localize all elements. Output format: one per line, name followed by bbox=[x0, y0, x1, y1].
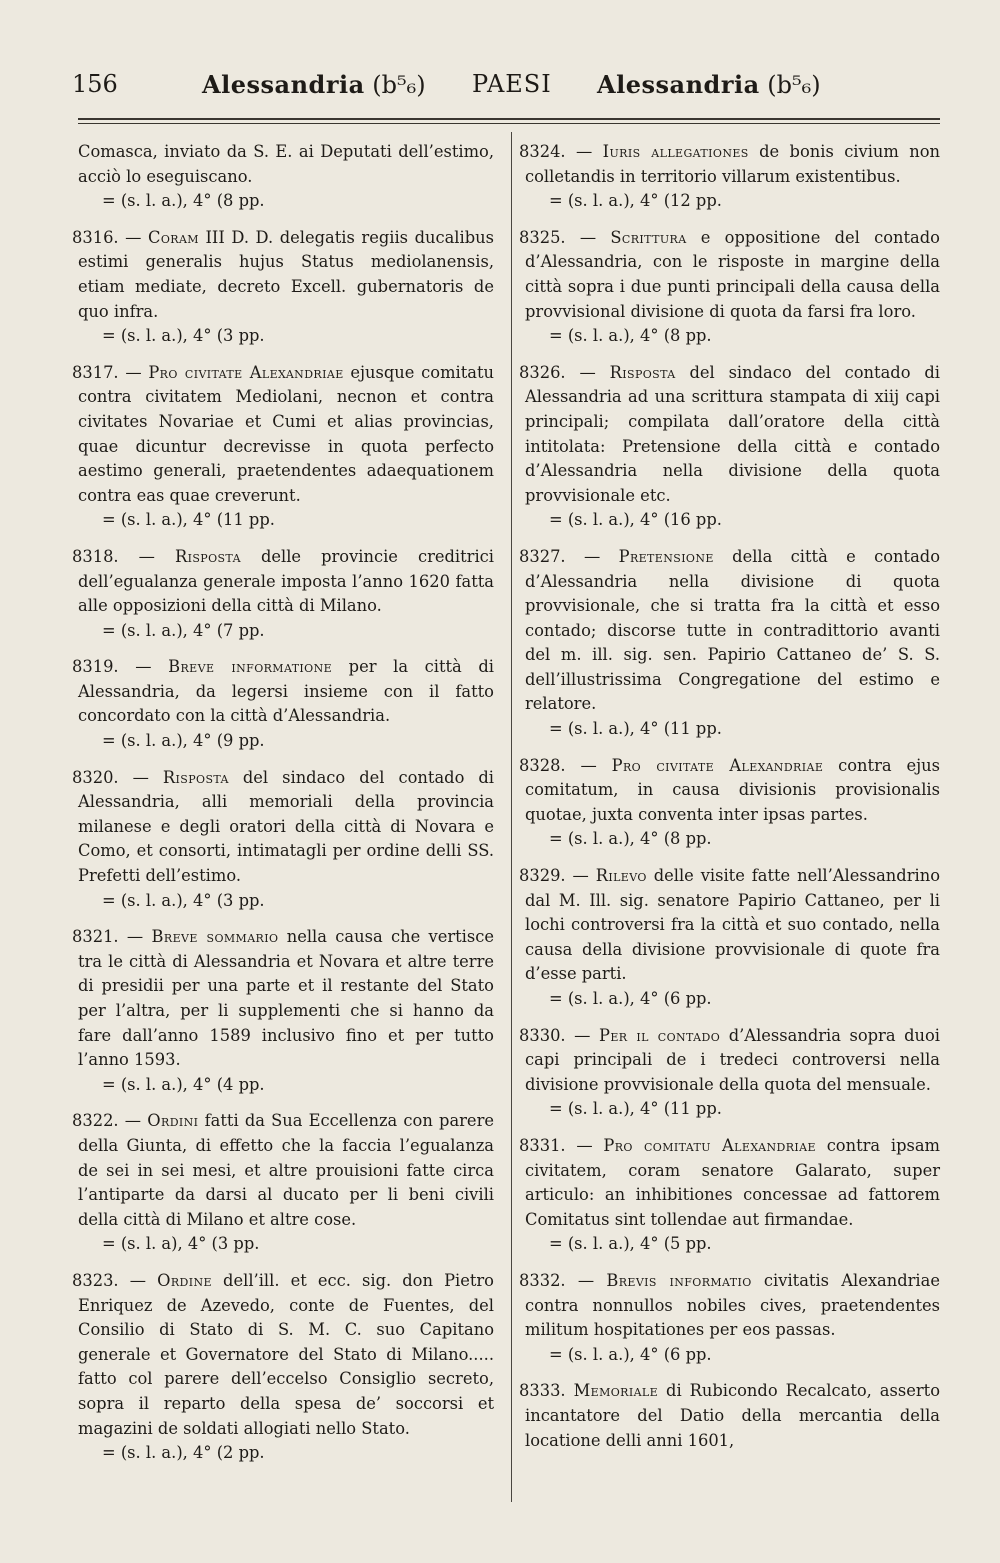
entry-imprint: = (s. l. a.), 4° (4 pp. bbox=[102, 1074, 265, 1094]
right-running-title bbox=[597, 70, 821, 99]
entry-text: fatti da Sua Eccellenza con parere della Giunta, di effetto che la faccia l’egualanza de sei in sei mesi, et altre prouisioni fatte circa l’antiparte da darsi al ducato per li beni civili della città di Milano et altre cose. bbox=[78, 1111, 494, 1229]
catalog-entry bbox=[519, 545, 941, 717]
entry-number: 8326. — bbox=[519, 362, 610, 382]
entry-number: 8317. — bbox=[72, 362, 149, 382]
catalog-entry bbox=[72, 545, 494, 619]
entry-number: 8322. — bbox=[72, 1111, 148, 1131]
entry-imprint: = (s. l. a.), 4° (7 pp. bbox=[102, 620, 265, 640]
entry-number: 8325. — bbox=[519, 227, 611, 247]
entry-text: contra ejus comitatum, in causa divisionis provisionalis quotae, juxta conventa inter ipsas partes. bbox=[525, 755, 940, 824]
entry-text: delle provincie creditrici dell’egualanza generale imposta l’anno 1620 fatta alle opposizioni della città di Milano. bbox=[78, 546, 494, 616]
entry-imprint: = (s. l. a.), 4° (6 pp. bbox=[549, 989, 712, 1008]
entry-imprint: = (s. l. a.), 4° (8 pp. bbox=[549, 326, 712, 346]
catalog-entry bbox=[72, 1109, 494, 1232]
entry-text: dell’ill. et ecc. sig. don Pietro Enriquez de Azevedo, conte de Fuentes, del Consilio di Stato di S. M. C. suo Capitano generale et Governatore del Stato di Milano..... fatto col parere dell’eccelso Consiglio secreto, sopra il reparto della spesa de’ soccorsi et magazini de soldati allogiati nello Stato. bbox=[78, 1270, 494, 1438]
entry-title: Pro civitate Alexandriae bbox=[611, 755, 824, 775]
catalog-entry bbox=[72, 361, 494, 509]
entry-imprint: = (s. l. a.), 4° (2 pp. bbox=[102, 1443, 265, 1463]
catalog-entry bbox=[519, 1269, 940, 1343]
page-number: 156 bbox=[72, 70, 118, 98]
entry-number: 8329. — bbox=[519, 866, 596, 886]
header-rule-thin bbox=[78, 123, 940, 124]
catalog-entry bbox=[519, 140, 941, 189]
entry-title: Iuris allegationes bbox=[602, 142, 749, 161]
right-title-text: Alessandria bbox=[597, 70, 760, 99]
column-divider bbox=[511, 132, 512, 1502]
entry-text: del sindaco del contado di Alessandria ad una scrittura stampata di xiij capi principali; compilata dall’oratore della città intitolata: Pretensione della città e contado d’Alessandria nella divisione della quota provvisionale etc. bbox=[525, 362, 940, 505]
entry-text: di Rubicondo Recalcato, asserto incantatore del Datio della mercantia della locatione delli anni 1601, bbox=[525, 1381, 940, 1450]
left-title-suffix: (b⁵₆) bbox=[372, 71, 426, 99]
entry-number: 8324. — bbox=[519, 142, 603, 161]
entry-text: contra ipsam civitatem, coram senatore Galarato, super articulo: an inhibitiones concessae ad fattorem Comitatus sint tollendae aut firmandae. bbox=[525, 1135, 940, 1229]
entry-text: delle visite fatte nell’Alessandrino dal M. Ill. sig. senatore Papirio Cattaneo, per li lochi controversi fra la città et suo contado, nella causa della divisione provvisionale di quote fra d’esse parti. bbox=[525, 866, 940, 984]
entry-number: 8333. bbox=[519, 1381, 574, 1401]
entry-title: Risposta bbox=[162, 767, 229, 787]
entry-title: Ordine bbox=[157, 1270, 212, 1290]
running-header bbox=[72, 70, 940, 110]
entry-imprint: = (s. l. a.), 4° (5 pp. bbox=[549, 1234, 712, 1254]
entry-text: civitatis Alexandriae contra nonnullos nobiles cives, praetendentes militum hospitationes per eos passas. bbox=[525, 1270, 940, 1340]
entry-title: Brevis informatio bbox=[606, 1270, 752, 1290]
entry-number: 8323. — bbox=[72, 1270, 158, 1290]
entry-title: Risposta bbox=[609, 362, 676, 382]
catalog-entry bbox=[519, 1134, 940, 1232]
entry-imprint: = (s. l. a.), 4° (8 pp. bbox=[102, 191, 265, 211]
catalog-entry bbox=[519, 226, 940, 324]
section-heading: PAESI bbox=[472, 70, 552, 98]
catalog-entry bbox=[519, 754, 940, 828]
entry-imprint: = (s. l. a.), 4° (11 pp. bbox=[102, 510, 275, 530]
entry-number: 8319. — bbox=[72, 657, 169, 677]
entry-title: Pretensione bbox=[618, 546, 714, 566]
entry-text: III D. D. delegatis regiis ducalibus estimi generalis hujus Status mediolanensis, etiam mediate, decreto Excell. gubernatoris de quo infra. bbox=[78, 227, 494, 321]
left-title-text: Alessandria bbox=[202, 70, 365, 99]
right-title-suffix: (b⁵₆) bbox=[767, 71, 821, 99]
entry-number: 8318. — bbox=[72, 546, 175, 566]
entry-title: Pro comitatu Alexandriae bbox=[603, 1135, 816, 1155]
entry-number: 8327. — bbox=[519, 546, 619, 566]
catalog-entry bbox=[519, 864, 940, 987]
entry-number: 8328. — bbox=[519, 755, 612, 775]
entry-imprint: = (s. l. a.), 4° (3 pp. bbox=[102, 326, 265, 346]
entry-imprint: = (s. l. a.), 4° (3 pp. bbox=[102, 890, 265, 910]
left-running-title bbox=[202, 70, 426, 99]
entry-text: d’Alessandria sopra duoi capi principali de i tredeci controversi nella divisione provvisionale della quota del mensuale. bbox=[525, 1025, 941, 1094]
entry-text: della città e contado d’Alessandria nella divisione di quota provvisionale, che si tratta fra la città et esso contado; discorse tutte in contradittorio avanti del m. ill. sig. sen. Papirio Cattaneo de’ S. S. dell’illustrissima Congregatione del estimo e relatore. bbox=[525, 546, 941, 714]
entry-title: Coram bbox=[147, 227, 199, 247]
entry-text: del sindaco del contado di Alessandria, alli memoriali della provincia milanese e degli oratori della città di Novara e Como, et consorti, intimatagli per ordine delli SS. Prefetti dell’estimo. bbox=[78, 767, 494, 886]
entry-title: Breve informatione bbox=[168, 657, 333, 677]
entry-title: Breve sommario bbox=[151, 927, 279, 947]
catalog-entry bbox=[72, 226, 494, 324]
entry-text: de bonis civium non colletandis in territorio villarum existentibus. bbox=[525, 142, 941, 186]
entry-number: 8320. — bbox=[72, 767, 163, 787]
entry-number: 8316. — bbox=[72, 227, 148, 247]
entry-text: Comasca, inviato da S. E. ai Deputati dell’estimo, acciò lo eseguiscano. bbox=[78, 142, 494, 186]
entry-imprint: = (s. l. a.), 4° (6 pp. bbox=[549, 1344, 712, 1364]
left-column bbox=[72, 140, 495, 1478]
entry-title: Per il contado bbox=[598, 1025, 721, 1045]
catalog-entry bbox=[519, 361, 940, 509]
entry-title: Memoriale bbox=[573, 1381, 659, 1401]
catalog-entry bbox=[72, 766, 494, 889]
entry-text: per la città di Alessandria, da legersi insieme con il fatto concordato con la città d’Alessandria. bbox=[78, 657, 495, 726]
catalog-entry bbox=[72, 1269, 494, 1441]
entry-title: Scrittura bbox=[610, 227, 687, 247]
entry-title: Rilevo bbox=[595, 866, 647, 886]
entry-number: 8332. — bbox=[519, 1270, 607, 1290]
catalog-entry bbox=[72, 925, 495, 1073]
catalog-entry bbox=[519, 1379, 940, 1453]
entry-imprint: = (s. l. a.), 4° (8 pp. bbox=[549, 829, 712, 849]
catalog-entry bbox=[72, 655, 495, 729]
entry-text: ejusque comitatu contra civitatem Mediolani, necnon et contra civitates Novariae et Cumi et alias provincias, quae dicuntur decrevisse in quota perfecto aestimo generali, praetendentes adaequationem contra eas quae creverunt. bbox=[78, 362, 494, 505]
entry-text: e oppositione del contado d’Alessandria, con le risposte in margine della città sopra i due punti principali della causa della provvisional divisione di quota da farsi fra loro. bbox=[525, 227, 940, 321]
header-rule-thick bbox=[78, 118, 940, 120]
entry-title: Ordini bbox=[147, 1111, 199, 1131]
entry-number: 8321. — bbox=[72, 927, 152, 947]
entry-imprint: = (s. l. a.), 4° (9 pp. bbox=[102, 731, 265, 751]
entry-imprint: = (s. l. a), 4° (3 pp. bbox=[102, 1234, 260, 1254]
entry-text: nella causa che vertisce tra le città di Alessandria et Novara et altre terre di presidii per una parte et il restante del Stato per l’altra, per li supplementi che si hanno da fare dall’anno 1589 inclusivo fino et per tutto l’anno 1593. bbox=[78, 927, 495, 1070]
right-column bbox=[519, 140, 941, 1463]
entry-imprint: = (s. l. a.), 4° (12 pp. bbox=[549, 191, 722, 211]
entry-title: Risposta bbox=[174, 546, 241, 566]
catalog-entry bbox=[519, 1024, 941, 1098]
entry-title: Pro civitate Alexandriae bbox=[148, 362, 344, 382]
entry-imprint: = (s. l. a.), 4° (11 pp. bbox=[549, 1099, 722, 1119]
entry-number: 8331. — bbox=[519, 1135, 604, 1155]
entry-imprint: = (s. l. a.), 4° (11 pp. bbox=[549, 719, 722, 739]
entry-imprint: = (s. l. a.), 4° (16 pp. bbox=[549, 510, 722, 530]
entry-number: 8330. — bbox=[519, 1025, 599, 1045]
catalog-entry bbox=[78, 140, 494, 189]
